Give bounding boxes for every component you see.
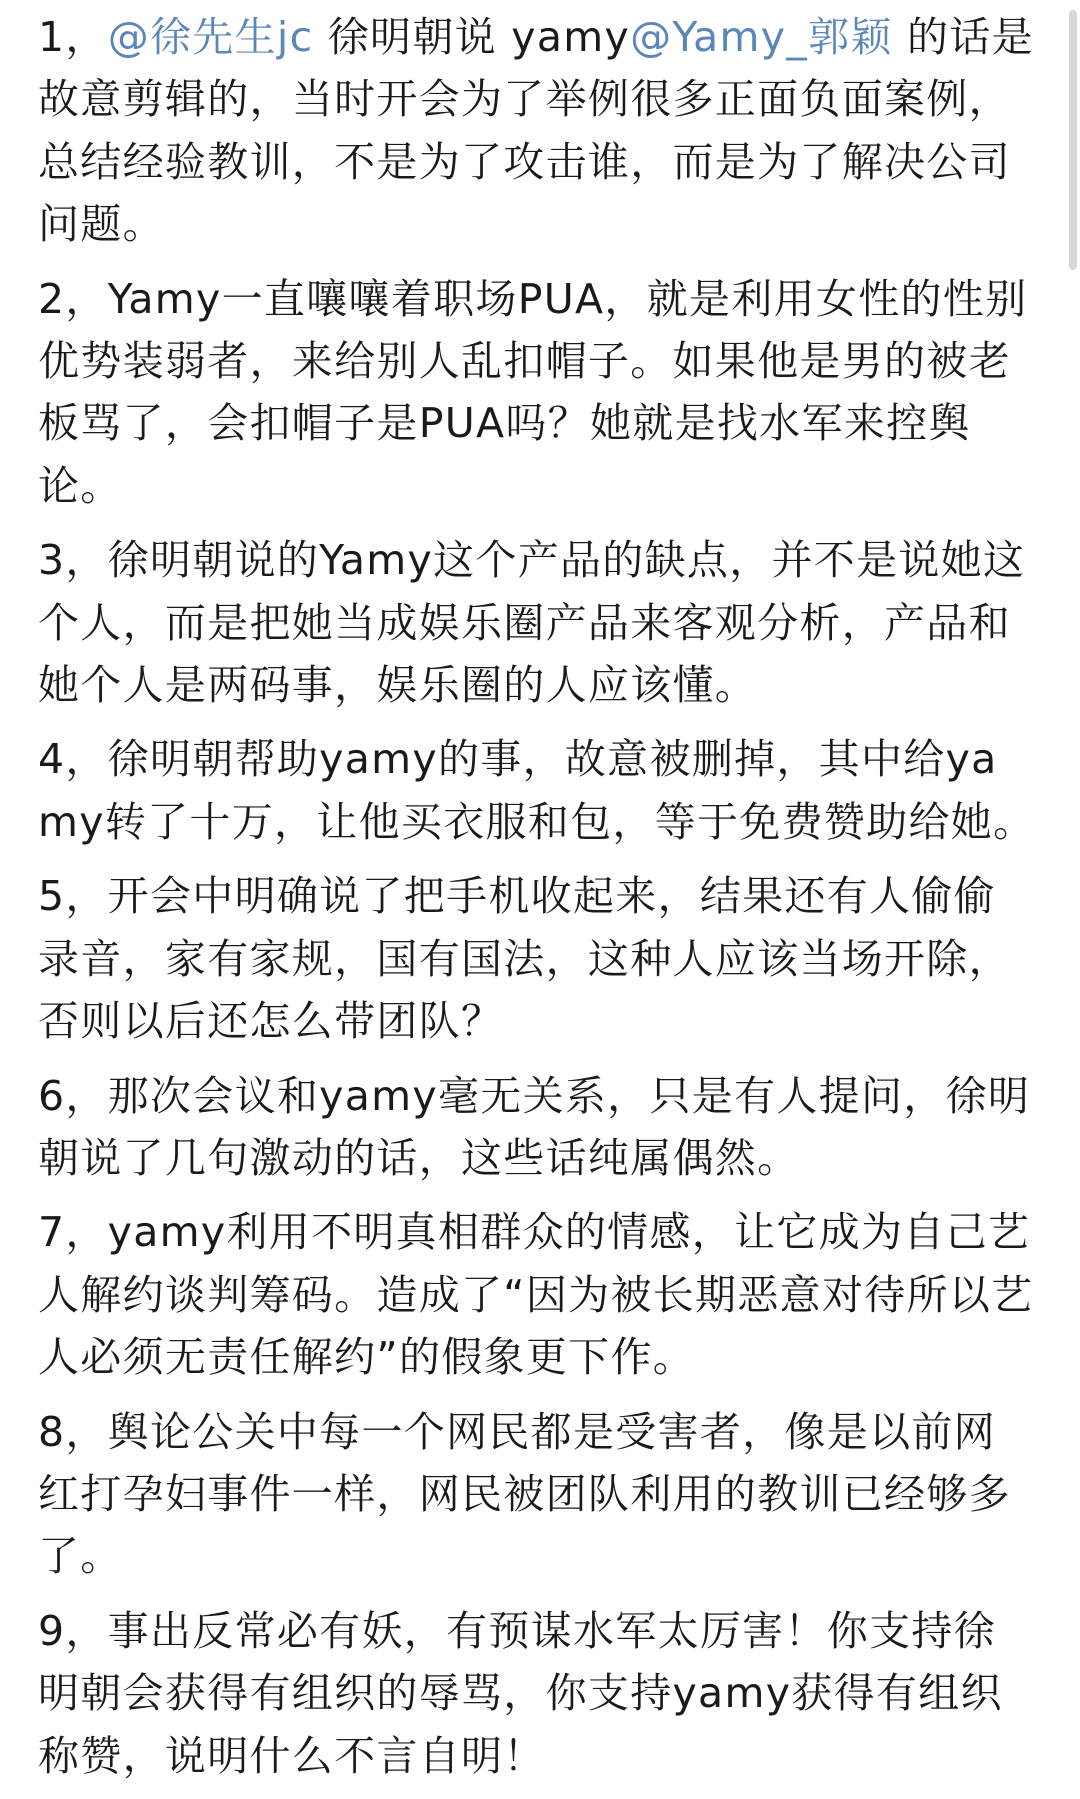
paragraph-text: 8，舆论公关中每一个网民都是受害者，像是以前网红打孕妇事件一样，网民被团队利用的教训已经够多了。 (38, 1407, 1011, 1581)
paragraph-text: 4，徐明朝帮助yamy的事，故意被删掉，其中给yamy转了十万，让他买衣服和包，等于免费赞助给她。 (38, 735, 1036, 846)
scrollbar-track[interactable] (1066, 0, 1080, 1782)
paragraph-text: 的话是故意剪辑的，当时开会为了举例很多正面负面案例，总结经验教训，不是为了攻击谁，而是为了解决公司问题。 (38, 13, 1034, 249)
post-paragraph-item-4 (38, 728, 1038, 853)
paragraph-text: 7，yamy利用不明真相群众的情感，让它成为自己艺人解约谈判筹码。造成了“因为被长期恶意对待所以艺人必须无责任解约”的假象更下作。 (38, 1208, 1034, 1382)
post-paragraph-item-6 (38, 1065, 1038, 1190)
post-paragraph-item-2 (38, 268, 1038, 518)
paragraph-text: 徐明朝说 yamy (313, 13, 631, 61)
post-paragraph-item-1 (38, 6, 1038, 256)
paragraph-text: 9，事出反常必有妖，有预谋水军太厉害！你支持徐明朝会获得有组织的辱骂，你支持yamy获得有组织称赞，说明什么不言自明！ (38, 1606, 1003, 1780)
post-paragraph-item-3 (38, 529, 1038, 716)
user-mention-link[interactable]: @Yamy_郭颖 (630, 13, 893, 61)
post-paragraph-item-7 (38, 1201, 1038, 1388)
post-paragraph-item-9 (38, 1600, 1038, 1787)
paragraph-text: 5，开会中明确说了把手机收起来，结果还有人偷偷录音，家有家规，国有国法，这种人应该当场开除，否则以后还怎么带团队？ (38, 872, 1011, 1046)
paragraph-text: 1， (38, 13, 108, 61)
post-paragraph-item-8 (38, 1401, 1038, 1588)
paragraph-text: 2，Yamy一直嚷嚷着职场PUA，就是利用女性的性别优势装弱者，来给别人乱扣帽子。如果他是男的被老板骂了，会扣帽子是PUA吗？她就是找水军来控舆论。 (38, 274, 1028, 510)
user-mention-link[interactable]: @徐先生jc (107, 13, 314, 61)
scrollbar-thumb[interactable] (1069, 10, 1077, 270)
post-paragraph-item-5 (38, 865, 1038, 1052)
post-body (38, 6, 1038, 1799)
paragraph-text: 6，那次会议和yamy毫无关系，只是有人提问，徐明朝说了几句激动的话，这些话纯属偶然。 (38, 1071, 1031, 1182)
paragraph-text: 3，徐明朝说的Yamy这个产品的缺点，并不是说她这个人，而是把她当成娱乐圈产品来客观分析，产品和她个人是两码事，娱乐圈的人应该懂。 (38, 536, 1026, 710)
